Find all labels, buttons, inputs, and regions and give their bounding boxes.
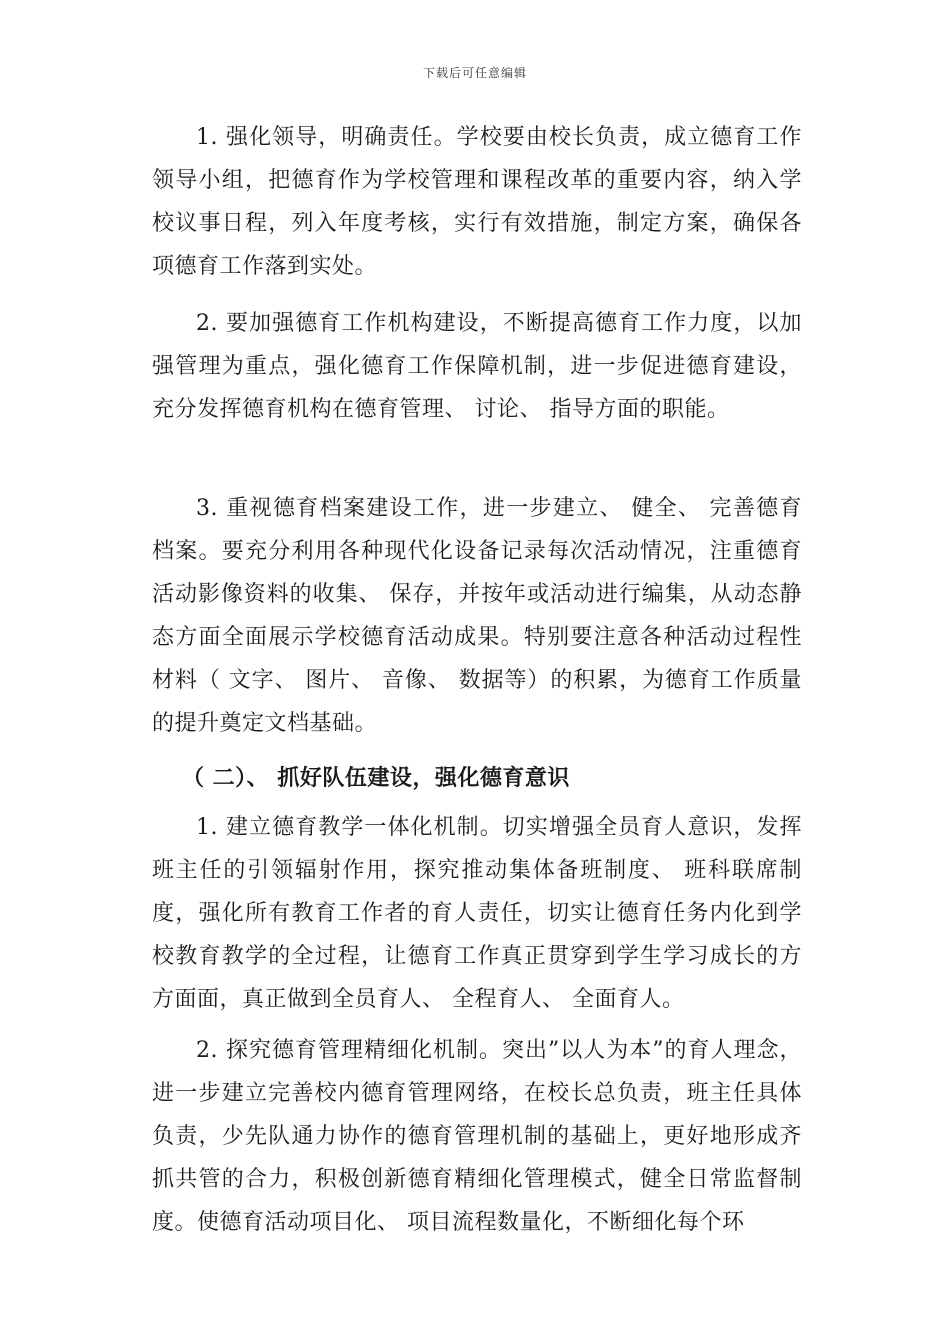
paragraph-1-2: 2. 要加强德育工作机构建设，不断提高德育工作力度，以加强管理为重点，强化德育工作保障机制，进一步促进德育建设，充分发挥德育机构在德育管理、 讨论、 指导方面的职能。 — [152, 311, 802, 422]
paragraph-2-2: 2. 探究德育管理精细化机制。突出”以人为本”的育人理念，进一步建立完善校内德育管理网络，在校长总负责，班主任具体负责，少先队通力协作的德育管理机制的基础上，更好地形成齐抓共管的合力，积极创新德育精细化管理模式，健全日常监督制度。使德育活动项目化、 项目流程数量化，不断细化每个环 — [152, 1038, 802, 1235]
section-heading-2: （ 二）、 抓好队伍建设，强化德育意识 — [182, 766, 570, 791]
paragraph-1-1: 1. 强化领导，明确责任。学校要由校长负责，成立德育工作领导小组，把德育作为学校管理和课程改革的重要内容，纳入学校议事日程，列入年度考核，实行有效措施，制定方案，确保各项德育工作落到实处。 — [152, 125, 802, 279]
paragraph-1-3: 3. 重视德育档案建设工作，进一步建立、 健全、 完善德育档案。要充分利用各种现代化设备记录每次活动情况，注重德育活动影像资料的收集、 保存，并按年或活动进行编集，从动态静态方面全面展示学校德育活动成果。特别要注意各种活动过程性材料（ 文字、 图片、 音像、 数据等）的积累，为德育工作质量的提升奠定文档基础。 — [152, 496, 802, 736]
header-note: 下载后可任意编辑 — [422, 66, 527, 80]
document-body — [152, 116, 802, 1244]
paragraph-2-1: 1. 建立德育教学一体化机制。切实增强全员育人意识，发挥班主任的引领辐射作用，探究推动集体备班制度、 班科联席制度，强化所有教育工作者的育人责任，切实让德育任务内化到学校教育教学的全过程，让德育工作真正贯穿到学生学习成长的方方面面，真正做到全员育人、 全程育人、 全面育人。 — [152, 815, 802, 1012]
